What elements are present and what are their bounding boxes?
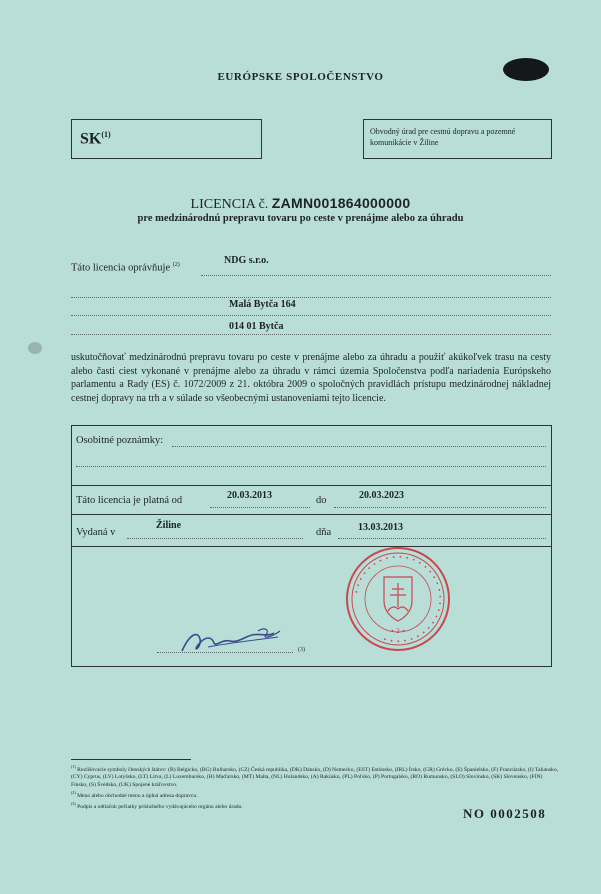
issued-place-line [127, 538, 303, 539]
footnote-rule [71, 759, 191, 760]
license-details-table [71, 425, 552, 667]
valid-from-label: Táto licencia je platná od [76, 495, 183, 506]
footnotes [71, 763, 559, 812]
holder-name: NDG s.r.o. [224, 255, 269, 266]
holder-city: 014 01 Bytča [229, 321, 284, 332]
footnote-3: $^{(3)}$ Podpis a odtlačok pečiatky príslušného vydávajúceho orgánu alebo úradu. [71, 801, 243, 811]
paper-smudge [28, 342, 42, 354]
holder-line-3 [71, 315, 551, 316]
table-divider-3 [72, 546, 551, 547]
svg-text:• 2 •: • 2 • [390, 628, 406, 635]
valid-to-line [334, 507, 546, 508]
remarks-line-2 [76, 466, 546, 467]
table-divider-1 [72, 485, 551, 486]
issuing-authority: Obvodný úrad pre cestnú dopravu a pozemné komunikácie v Žiline [370, 127, 516, 147]
community-heading: EURÓPSKE SPOLOČENSTVO [217, 71, 384, 83]
signature-image [178, 625, 288, 657]
remarks-label: Osobitné poznámky: [76, 435, 164, 446]
issued-label: Vydaná v [76, 527, 116, 538]
valid-to-date: 20.03.2023 [359, 490, 404, 501]
holder-line-1 [201, 275, 551, 276]
signature-note: (3) [298, 647, 305, 653]
valid-from-line [210, 507, 310, 508]
remarks-line-1 [172, 446, 546, 447]
issued-place: Žiline [156, 520, 182, 531]
holder-street: Malá Bytča 164 [229, 299, 296, 310]
footnote-2: $^{(2)}$ Meno alebo obchodné meno a úplná adresa dopravcu. [71, 790, 198, 799]
valid-to-label: do [316, 495, 327, 506]
serial-number: NO 0002508 [463, 806, 547, 821]
license-title: LICENCIA č. ZAMN001864000000 [190, 195, 411, 212]
license-body-text: uskutočňovať medzinárodnú prepravu tovaru po ceste v prenájme alebo za úhradu a použiť akúkoľvek trasu na cesty alebo časti ciest vykonané v prenájme alebo za úhradu v rámci územia Spoločenstva podľa nariadenia Európskeho parlamentu a Rady (ES) č. 1072/2009 z 21. októbra 2009 o spoločných pravidlách prístupu medzinárodnej nákladnej cestnej dopravy na trh a v súlade so všeobecnými ustanoveniami tejto licencie. [71, 352, 551, 404]
issued-date-line [338, 538, 546, 539]
svg-text:• • • • • • • • • • • • • • •: • • • • • • • • • • • • • • • • • • • • • • • • • • • • • • • [353, 553, 444, 645]
issued-date: 13.03.2013 [358, 522, 403, 533]
license-number: ZAMN001864000000 [271, 195, 411, 211]
table-divider-2 [72, 514, 551, 515]
issuing-authority-box [363, 119, 552, 159]
holder-label: Táto licencia oprávňuje $^{(2)}$ [71, 262, 180, 274]
license-subtitle: pre medzinárodnú prepravu tovaru po ceste v prenájme alebo za úhradu [137, 213, 464, 224]
footnote-1: $^{(1)}$ Rozlišovacie symboly členských štátov: (B) Belgicko, (BG) Bulharsko, (CZ) Česká republika, (DK) Dánsko, (D) Nemecko, (EST) Estónsko, (IRL) Írsko, (GR) Grécko, (E) Španielsko, (F) Francúzsko, (I) Taliansko, (CY) Cyprus, (LV) Lotyšsko, (LT) Litva, (L) Luxembursko, (H) Maďarsko, (MT) Malta, (NL) Holandsko, (A) Rakúsko, (PL) Poľsko, (P) Portugalsko, (RO) Rumunsko, (SLO) Slovinsko, (SK) Slovensko, (FIN) Fínsko, (S) Švédsko, (UK) Spojené kráľovstvo. [71, 764, 559, 788]
country-code: SK$^{(1)}$ [80, 130, 111, 148]
official-stamp [344, 545, 452, 653]
ink-blot [503, 58, 549, 81]
valid-from-date: 20.03.2013 [227, 490, 272, 501]
issued-date-label: dňa [316, 527, 332, 538]
holder-line-2 [71, 297, 551, 298]
holder-line-4 [71, 334, 551, 335]
country-code-box [71, 119, 262, 159]
